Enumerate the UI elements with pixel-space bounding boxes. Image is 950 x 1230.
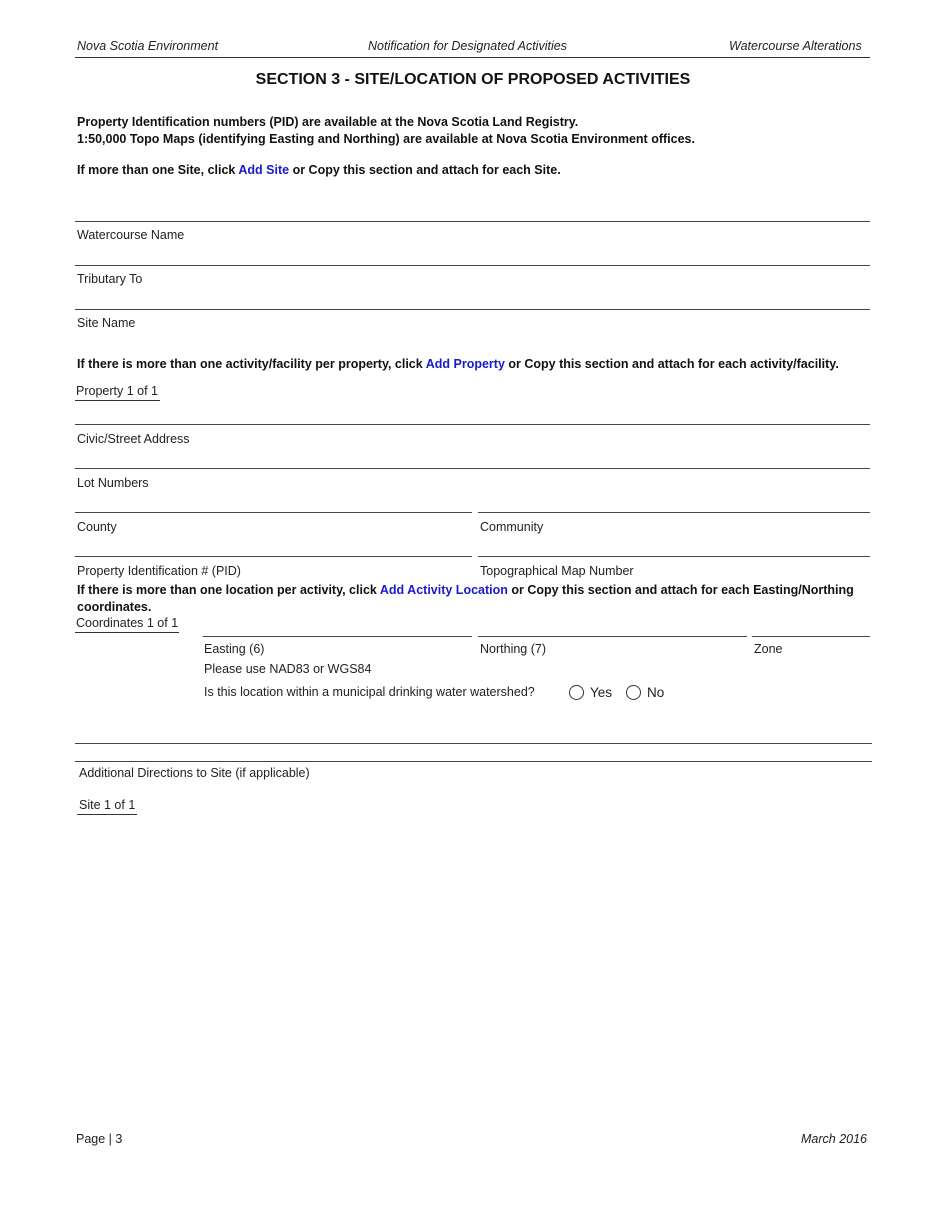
lot-numbers-input[interactable] — [75, 468, 870, 469]
location-note — [77, 583, 854, 597]
add-property-link[interactable]: Add Property — [425, 357, 505, 371]
site-note — [77, 163, 561, 177]
directions-divider — [75, 743, 872, 744]
zone-label: Zone — [754, 642, 783, 656]
watercourse-name-label: Watercourse Name — [77, 228, 185, 242]
topo-map-label: Topographical Map Number — [480, 564, 634, 578]
watershed-no-radio[interactable] — [626, 685, 641, 700]
civic-address-label: Civic/Street Address — [77, 432, 190, 446]
site-name-label: Site Name — [77, 316, 136, 330]
watershed-no-label: No — [647, 685, 665, 700]
header-form-title: Notification for Designated Activities — [368, 39, 567, 53]
topo-map-input[interactable] — [478, 556, 870, 557]
footer-page-number: Page | 3 — [76, 1132, 123, 1146]
additional-directions-input[interactable] — [75, 761, 872, 762]
property-counter[interactable]: Property 1 of 1 — [75, 384, 160, 401]
pid-input[interactable] — [75, 556, 472, 557]
datum-note: Please use NAD83 or WGS84 — [204, 662, 372, 676]
zone-input[interactable] — [752, 636, 870, 637]
location-note-prefix: If there is more than one location per activity, click — [77, 583, 380, 597]
coordinates-counter[interactable]: Coordinates 1 of 1 — [75, 616, 179, 633]
community-label: Community — [480, 520, 544, 534]
civic-address-input[interactable] — [75, 424, 870, 425]
tributary-to-input[interactable] — [75, 265, 870, 266]
header-rule — [75, 57, 870, 58]
header-form-type: Watercourse Alterations — [729, 39, 862, 53]
lot-numbers-label: Lot Numbers — [77, 476, 149, 490]
site-note-suffix: or Copy this section and attach for each Site. — [289, 163, 561, 177]
watershed-yes-label: Yes — [590, 685, 613, 700]
easting-input[interactable] — [203, 636, 472, 637]
add-site-link[interactable]: Add Site — [238, 163, 290, 177]
site-counter[interactable]: Site 1 of 1 — [77, 798, 137, 815]
intro-topo-note: 1:50,000 Topo Maps (identifying Easting and Northing) are available at Nova Scotia Environment offices. — [77, 132, 695, 146]
section-title: SECTION 3 - SITE/LOCATION OF PROPOSED ACTIVITIES — [255, 71, 691, 88]
pid-label: Property Identification # (PID) — [77, 564, 241, 578]
northing-label: Northing (7) — [480, 642, 546, 656]
watershed-question: Is this location within a municipal drinking water watershed? — [204, 685, 535, 699]
property-note — [77, 357, 839, 371]
site-note-prefix: If more than one Site, click — [77, 163, 239, 177]
watercourse-name-input[interactable] — [75, 221, 870, 222]
tributary-to-label: Tributary To — [77, 272, 143, 286]
northing-input[interactable] — [478, 636, 747, 637]
county-label: County — [77, 520, 117, 534]
watershed-yes-radio[interactable] — [569, 685, 584, 700]
intro-pid-note: Property Identification numbers (PID) are available at the Nova Scotia Land Registry. — [77, 115, 579, 129]
additional-directions-label: Additional Directions to Site (if applicable) — [79, 766, 310, 780]
property-note-suffix: or Copy this section and attach for each activity/facility. — [504, 357, 839, 371]
community-input[interactable] — [478, 512, 870, 513]
add-activity-location-link[interactable]: Add Activity Location — [379, 583, 508, 597]
footer-date: March 2016 — [801, 1132, 868, 1146]
location-note-suffix: or Copy this section and attach for each Easting/Northing — [507, 583, 854, 597]
county-input[interactable] — [75, 512, 472, 513]
location-note-cont: coordinates. — [77, 600, 152, 614]
site-name-input[interactable] — [75, 309, 870, 310]
easting-label: Easting (6) — [204, 642, 265, 656]
header-org: Nova Scotia Environment — [77, 39, 219, 53]
property-note-prefix: If there is more than one activity/facility per property, click — [77, 357, 426, 371]
